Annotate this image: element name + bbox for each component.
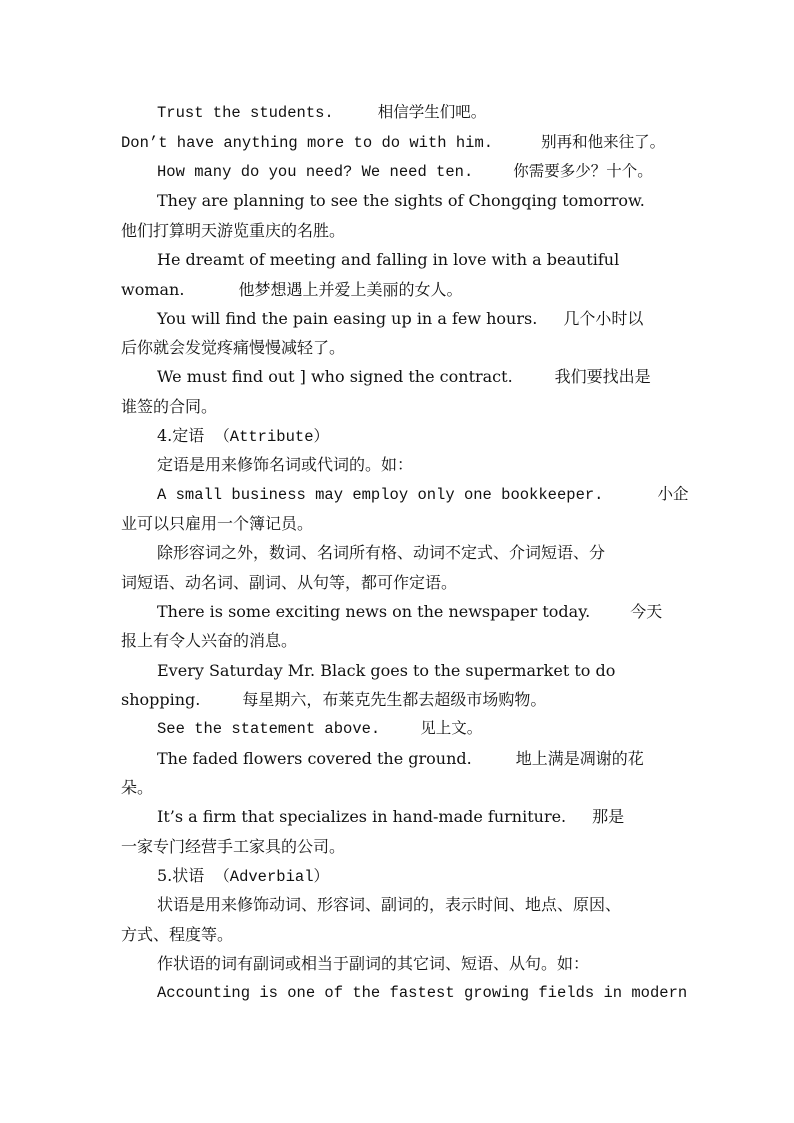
sentence-chongqing-en: They are planning to see the sights of Chongqing tomorrow. (157, 191, 645, 210)
section-heading-adverbial: 5.状语 （Adverbial） (157, 866, 329, 886)
sentence-pain-zh: 后你就会发觉疼痛慢慢减轻了。 (121, 338, 346, 357)
sentence-dont-have: Don’t have anything more to do with him. 别再和他来往了。 (121, 134, 666, 152)
attribute-example-flowers: The faded flowers covered the ground. 地上满是凋谢的花 (157, 749, 644, 768)
attribute-example-firm: It’s a firm that specializes in hand-made furniture. 那是 (157, 807, 625, 826)
sentence-how-many: How many do you need? We need ten. 你需要多少？十个。 (157, 163, 653, 181)
adverbial-definition: 状语是用来修饰动词、形容词、副词的，表示时间、地点、原因、 (157, 895, 622, 914)
attribute-example-flowers-zh: 朵。 (121, 778, 154, 797)
sentence-contract-zh: 谁签的合同。 (121, 397, 218, 416)
attribute-note: 除形容词之外，数词、名词所有格、动词不定式、介词短语、分 (157, 543, 606, 562)
attribute-example-statement: See the statement above. 见上文。 (157, 720, 483, 738)
sentence-dreamt-cont: woman. 他梦想遇上并爱上美丽的女人。 (121, 280, 463, 299)
attribute-example-bookkeeper: A small business may employ only one bookkeeper. 小企 (157, 486, 689, 504)
sentence-chongqing-zh: 他们打算明天游览重庆的名胜。 (121, 221, 346, 240)
sentence-trust: Trust the students. 相信学生们吧。 (157, 104, 487, 122)
adverbial-note: 作状语的词有副词或相当于副词的其它词、短语、从句。如： (157, 954, 590, 973)
adverbial-definition-cont: 方式、程度等。 (121, 925, 234, 944)
section-heading-attribute: 4.定语 （Attribute） (157, 426, 329, 446)
sentence-contract: We must find out ] who signed the contract. 我们要找出是 (157, 367, 651, 386)
adverbial-example-accounting: Accounting is one of the fastest growing fields in modern (157, 984, 688, 1002)
sentence-dreamt-en: He dreamt of meeting and falling in love with a beautiful (157, 250, 620, 269)
attribute-example-firm-zh: 一家专门经营手工家具的公司。 (121, 837, 346, 856)
attribute-example-saturday: Every Saturday Mr. Black goes to the supermarket to do (157, 661, 616, 680)
attribute-example-bookkeeper-zh: 业可以只雇用一个簿记员。 (121, 514, 314, 533)
attribute-example-news-zh: 报上有令人兴奋的消息。 (121, 631, 298, 650)
attribute-note-cont: 词短语、动名词、副词、从句等，都可作定语。 (121, 573, 458, 592)
sentence-pain: You will find the pain easing up in a few hours. 几个小时以 (157, 309, 644, 328)
attribute-example-saturday-cont: shopping. 每星期六，布莱克先生都去超级市场购物。 (121, 690, 547, 709)
attribute-example-news: There is some exciting news on the newspaper today. 今天 (157, 602, 663, 621)
attribute-definition: 定语是用来修饰名词或代词的。如： (157, 455, 414, 474)
